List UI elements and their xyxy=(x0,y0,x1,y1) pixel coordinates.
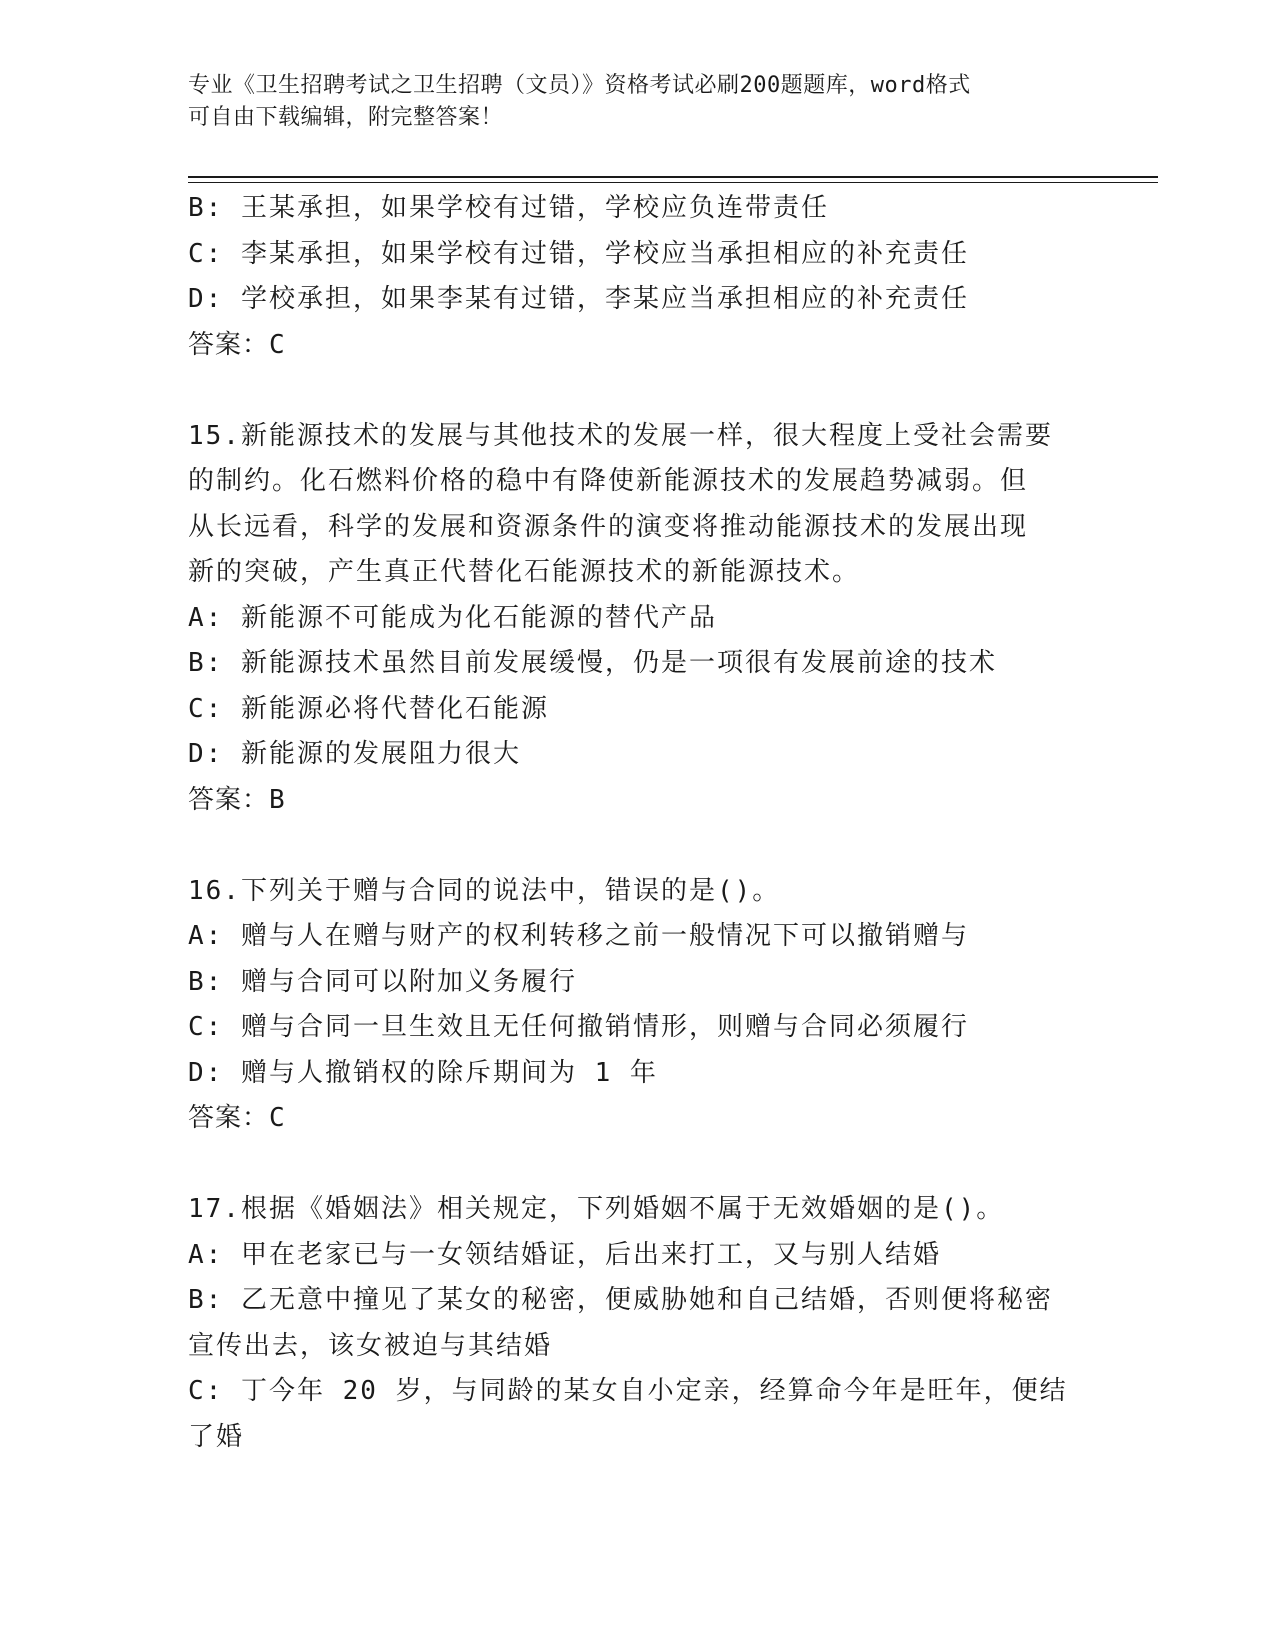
option-d: D: 新能源的发展阻力很大 xyxy=(188,739,521,769)
answer-value: B xyxy=(269,784,286,815)
header-line-2: 可自由下载编辑，附完整答案！ xyxy=(188,105,504,130)
option-a: A: 甲在老家已与一女领结婚证，后出来打工，又与别人结婚 xyxy=(188,1239,941,1270)
answer-line xyxy=(188,778,1078,824)
question-stem-line: 16.下列关于赠与合同的说法中，错误的是()。 xyxy=(188,875,781,906)
question-stem-line: 15.新能源技术的发展与其他技术的发展一样，很大程度上受社会需要 xyxy=(188,420,1053,451)
answer-value: C xyxy=(269,329,286,360)
question-stem-line: 从长远看，科学的发展和资源条件的演变将推动能源技术的发展出现 xyxy=(188,511,1029,542)
answer-label: 答案： xyxy=(188,1103,270,1133)
option-b: B: 乙无意中撞见了某女的秘密，便威胁她和自己结婚，否则便将秘密 xyxy=(188,1285,1053,1315)
header-line-1: 专业《卫生招聘考试之卫生招聘（文员）》资格考试必刷200题题库，word格式 xyxy=(188,73,971,98)
question-stem-line: 的制约。化石燃料价格的稳中有降使新能源技术的发展趋势减弱。但 xyxy=(188,466,1029,496)
question-14-continued xyxy=(188,186,1078,368)
question-content xyxy=(188,186,1078,1460)
option-c: C: 新能源必将代替化石能源 xyxy=(188,693,549,724)
spacer xyxy=(188,823,1078,869)
option-a: A: 赠与人在赠与财产的权利转移之前一般情况下可以撤销赠与 xyxy=(188,921,969,951)
header-rule-thick xyxy=(188,176,1158,178)
option-b-continued: 宣传出去，该女被迫与其结婚 xyxy=(188,1330,553,1361)
answer-label: 答案： xyxy=(188,329,270,360)
option-c: C: 赠与合同一旦生效且无任何撤销情形，则赠与合同必须履行 xyxy=(188,1012,969,1042)
question-stem-line: 17.根据《婚姻法》相关规定，下列婚姻不属于无效婚姻的是()。 xyxy=(188,1194,1005,1224)
option-d: D: 赠与人撤销权的除斥期间为 1 年 xyxy=(188,1057,658,1088)
option-b: B: 赠与合同可以附加义务履行 xyxy=(188,966,577,997)
answer-value: C xyxy=(269,1103,286,1133)
question-15 xyxy=(188,414,1078,824)
option-a: A: 新能源不可能成为化石能源的替代产品 xyxy=(188,602,717,633)
option-c-continued: 了婚 xyxy=(188,1421,245,1452)
option-d: D: 学校承担，如果李某有过错，李某应当承担相应的补充责任 xyxy=(188,284,969,314)
answer-label: 答案： xyxy=(188,784,270,815)
answer-line xyxy=(188,323,1078,369)
question-16 xyxy=(188,869,1078,1142)
option-c: C: 丁今年 20 岁，与同龄的某女自小定亲，经算命今年是旺年，便结 xyxy=(188,1376,1068,1406)
spacer xyxy=(188,368,1078,414)
spacer xyxy=(188,1142,1078,1188)
document-header xyxy=(188,70,1068,134)
question-17 xyxy=(188,1187,1078,1460)
header-rule-thin xyxy=(188,182,1158,183)
answer-line xyxy=(188,1096,1078,1142)
question-stem-line: 新的突破，产生真正代替化石能源技术的新能源技术。 xyxy=(188,557,861,587)
option-c: C: 李某承担，如果学校有过错，学校应当承担相应的补充责任 xyxy=(188,238,969,269)
option-b: B: 王某承担，如果学校有过错，学校应负连带责任 xyxy=(188,193,829,223)
option-b: B: 新能源技术虽然目前发展缓慢，仍是一项很有发展前途的技术 xyxy=(188,648,997,678)
